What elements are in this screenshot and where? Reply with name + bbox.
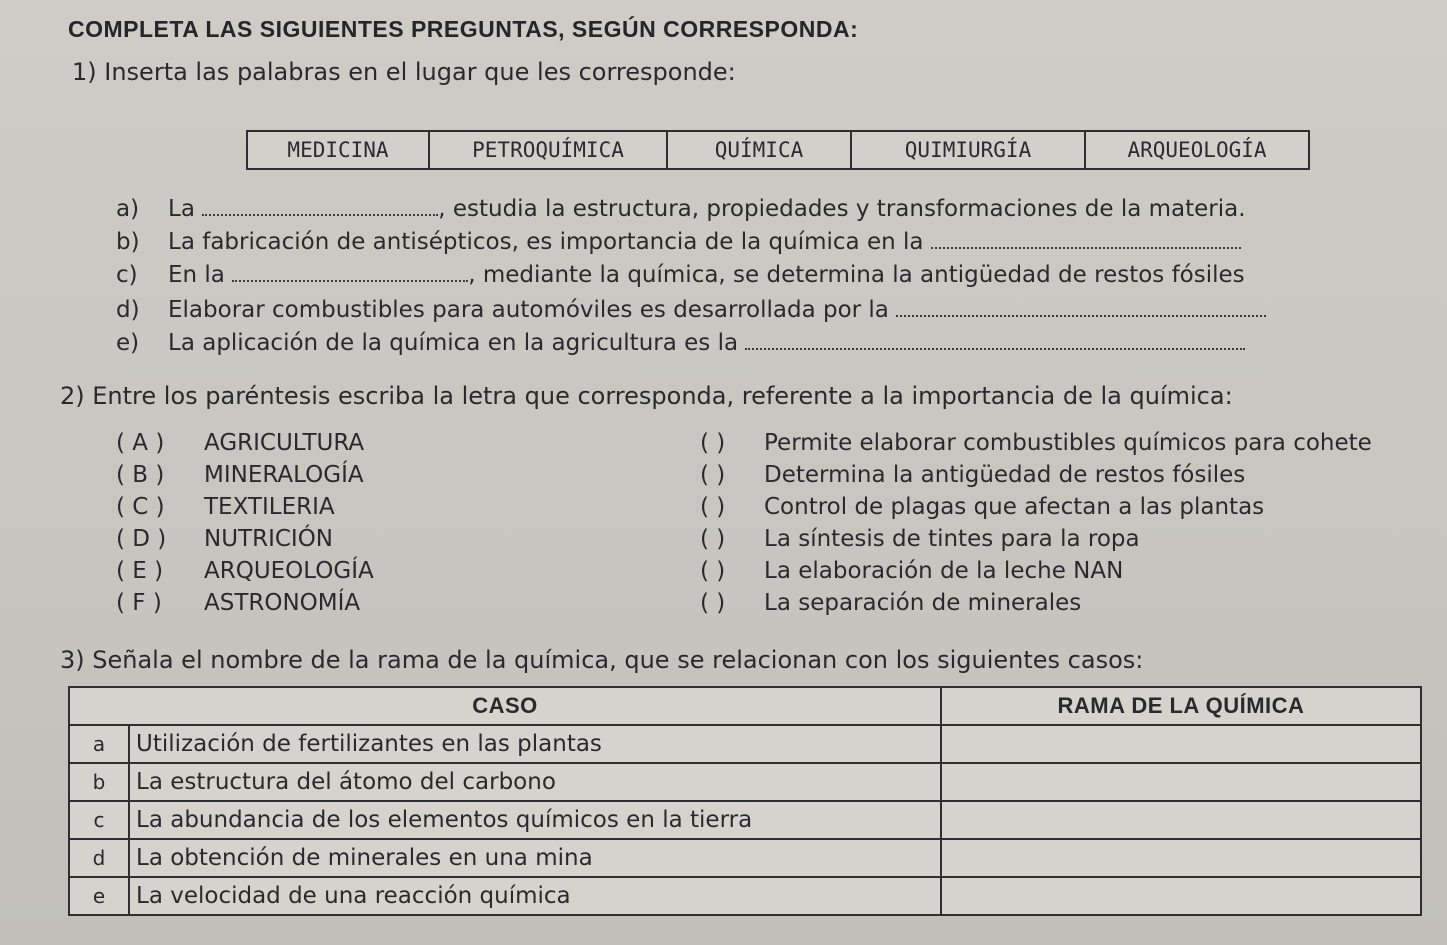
worksheet-heading: COMPLETA LAS SIGUIENTES PREGUNTAS, SEGÚN CORRESPONDA: [68, 16, 859, 42]
answer-blank[interactable] [232, 262, 468, 282]
right-statement [700, 526, 1140, 552]
sentence-letter: b) [116, 229, 140, 255]
row-rama-answer[interactable] [941, 725, 1421, 763]
word-bank [246, 130, 1310, 170]
option-paren: ( F ) [116, 590, 162, 616]
answer-blank[interactable] [745, 330, 1245, 350]
right-statement [700, 590, 1081, 616]
row-letter: e [69, 877, 129, 915]
answer-blank[interactable] [896, 297, 1266, 317]
word-bank-item: PETROQUÍMICA [430, 132, 668, 168]
statement-label: Determina la antigüedad de restos fósiles [764, 462, 1246, 488]
row-caso: Utilización de fertilizantes en las plantas [129, 725, 941, 763]
word-bank-item: QUIMIURGÍA [852, 132, 1086, 168]
row-rama-answer[interactable] [941, 877, 1421, 915]
question-1-title: 1) Inserta las palabras en el lugar que les corresponde: [72, 58, 736, 86]
option-label: TEXTILERIA [204, 494, 335, 520]
row-caso: La abundancia de los elementos químicos en la tierra [129, 801, 941, 839]
option-label: NUTRICIÓN [204, 526, 334, 552]
row-rama-answer[interactable] [941, 839, 1421, 877]
row-letter: c [69, 801, 129, 839]
sentence-b [116, 229, 1241, 255]
statement-label: La síntesis de tintes para la ropa [764, 526, 1140, 552]
column-header-caso: CASO [69, 687, 941, 725]
sentence-e [116, 330, 1245, 356]
sentence-text-before: Elaborar combustibles para automóviles es desarrollada por la [168, 297, 889, 323]
answer-paren[interactable]: ( ) [700, 558, 726, 584]
statement-label: La elaboración de la leche NAN [764, 558, 1124, 584]
table-row [69, 839, 1421, 877]
row-rama-answer[interactable] [941, 763, 1421, 801]
answer-paren[interactable]: ( ) [700, 526, 726, 552]
answer-blank[interactable] [931, 229, 1241, 249]
answer-blank[interactable] [202, 196, 438, 216]
answer-paren[interactable]: ( ) [700, 494, 726, 520]
right-statement [700, 430, 1372, 456]
left-option [116, 558, 374, 584]
sentence-text-before: La fabricación de antisépticos, es importancia de la química en la [168, 229, 924, 255]
left-option [116, 430, 364, 456]
sentence-text-before: En la [168, 262, 225, 288]
option-paren: ( B ) [116, 462, 165, 488]
row-caso: La obtención de minerales en una mina [129, 839, 941, 877]
option-paren: ( E ) [116, 558, 164, 584]
table-header-row [69, 687, 1421, 725]
option-label: ARQUEOLOGÍA [204, 558, 374, 584]
statement-label: Permite elaborar combustibles químicos para cohete [764, 430, 1372, 456]
sentence-letter: a) [116, 196, 140, 222]
row-caso: La estructura del átomo del carbono [129, 763, 941, 801]
sentence-a [116, 196, 1246, 222]
right-statement [700, 462, 1245, 488]
question-2-title: 2) Entre los paréntesis escriba la letra que corresponda, referente a la importancia de la química: [60, 382, 1233, 410]
option-label: ASTRONOMÍA [204, 590, 361, 616]
statement-label: La separación de minerales [764, 590, 1082, 616]
word-bank-item: MEDICINA [248, 132, 430, 168]
option-label: AGRICULTURA [204, 430, 365, 456]
right-statement [700, 558, 1123, 584]
question-3-title: 3) Señala el nombre de la rama de la química, que se relacionan con los siguientes casos: [60, 646, 1144, 674]
sentence-d [116, 297, 1266, 323]
left-option [116, 590, 360, 616]
cases-table [68, 686, 1422, 916]
answer-paren[interactable]: ( ) [700, 462, 726, 488]
sentence-text-after: , estudia la estructura, propiedades y transformaciones de la materia. [438, 196, 1246, 222]
column-header-rama: RAMA DE LA QUÍMICA [941, 687, 1421, 725]
sentence-letter: c) [116, 262, 138, 288]
table-row [69, 725, 1421, 763]
row-rama-answer[interactable] [941, 801, 1421, 839]
table-row [69, 801, 1421, 839]
sentence-c [116, 262, 1245, 288]
word-bank-item: QUÍMICA [668, 132, 852, 168]
word-bank-item: ARQUEOLOGÍA [1127, 138, 1267, 162]
sentence-text-after: , mediante la química, se determina la antigüedad de restos fósiles [468, 262, 1245, 288]
sentence-text-before: La aplicación de la química en la agricultura es la [168, 330, 739, 356]
row-letter: d [69, 839, 129, 877]
statement-label: Control de plagas que afectan a las plantas [764, 494, 1265, 520]
sentence-letter: d) [116, 297, 140, 323]
right-statement [700, 494, 1264, 520]
sentence-text-before: La [168, 196, 195, 222]
left-option [116, 526, 333, 552]
option-label: MINERALOGÍA [204, 462, 364, 488]
table-row [69, 763, 1421, 801]
option-paren: ( A ) [116, 430, 165, 456]
left-option [116, 494, 335, 520]
sentence-letter: e) [116, 330, 140, 356]
option-paren: ( C ) [116, 494, 165, 520]
row-caso: La velocidad de una reacción química [129, 877, 941, 915]
row-letter: a [69, 725, 129, 763]
table-row [69, 877, 1421, 915]
answer-paren[interactable]: ( ) [700, 430, 726, 456]
left-option [116, 462, 364, 488]
answer-paren[interactable]: ( ) [700, 590, 726, 616]
row-letter: b [69, 763, 129, 801]
option-paren: ( D ) [116, 526, 167, 552]
